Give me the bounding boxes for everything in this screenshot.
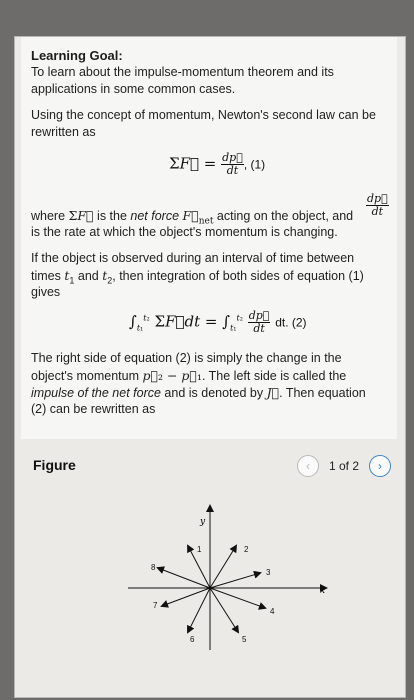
pager-text: 1 of 2 [328,459,359,473]
chevron-right-icon[interactable]: › [369,455,391,477]
vector-label-7: 7 [153,601,158,610]
impulse-term: impulse of the net force [31,386,161,400]
vectors [158,546,265,632]
equation-2: $\int_{t_1}^{t_2}$ ΣF⃗dt = $\int_{t_1}^{t_2}$ $\frac{dp⃗}{dt}$ dt. (2) [129,309,307,335]
dp-dt-fraction: $\frac{dp⃗}{dt}$ [367,192,388,218]
impulse-text-c: . Then equation [279,386,366,400]
right-side-text-b: . The left side is called the [201,369,347,383]
equation-2-label: dt. (2) [275,315,307,330]
rate-line: is the rate at which the object's momentum is changing. [31,225,338,239]
vector-5 [210,588,238,632]
x-axis-label: x [320,586,326,596]
vector-diagram [120,500,340,650]
equation-1-label: , (1) [243,157,266,172]
interval-text-c: , then integration of both sides of equation (1) [112,269,364,283]
goal-line-1: To learn about the impulse-momentum theorem and its [31,65,334,79]
figure-label: Figure [33,457,76,473]
vector-label-1: 1 [197,545,202,554]
figure-pager [297,455,391,477]
vector-label-5: 5 [242,635,247,644]
intro-line-2: rewritten as [31,125,96,139]
vector-8 [158,568,210,588]
vector-4 [210,588,265,608]
equation-1: ΣF⃗ = $\frac{dp⃗}{dt}$ , (1) [169,151,266,177]
vector-label-8: 8 [151,563,156,572]
goal-line-2: applications in some common cases. [31,82,236,96]
chevron-left-icon[interactable]: ‹ [297,455,319,477]
right-side-line-2: object's momentum p⃗₂ − p⃗₁. The left side is called the [31,368,347,383]
intro-line-1: Using the concept of momentum, Newton's second law can be [31,108,376,122]
impulse-line: impulse of the net force and is denoted by J⃗. Then equation [31,385,366,400]
vector-label-6: 6 [190,635,195,644]
right-side-line-1: The right side of equation (2) is simply the change in the [31,351,342,365]
vector-label-4: 4 [270,607,275,616]
y-axis-label: y [200,517,206,527]
interval-line-3: gives [31,285,61,299]
net-force-term: net force [130,209,180,223]
interval-line-2: times $t_1$ and $t_2$, then integration of both sides of equation (1) [31,268,364,286]
where-line: where ΣF⃗ is the net force $F⃗_{net}$ acting on the object, and [31,208,354,227]
right-side-text-a: object's momentum [31,369,143,383]
where-text-a: where [31,209,69,223]
where-text-b: is the [93,209,131,223]
interval-text-a: times [31,269,65,283]
problem-card [21,37,397,439]
vector-label-3: 3 [266,568,271,577]
interval-line-1: If the object is observed during an interval of time between [31,251,355,265]
impulse-text-b: and is denoted by [160,386,267,400]
last-line: (2) can be rewritten as [31,402,156,416]
figure-header [21,449,397,481]
vector-label-2: 2 [244,545,249,554]
goal-title: Learning Goal: [31,48,123,63]
interval-text-b: and [74,269,103,283]
where-text-c: acting on the object, and [213,209,354,223]
